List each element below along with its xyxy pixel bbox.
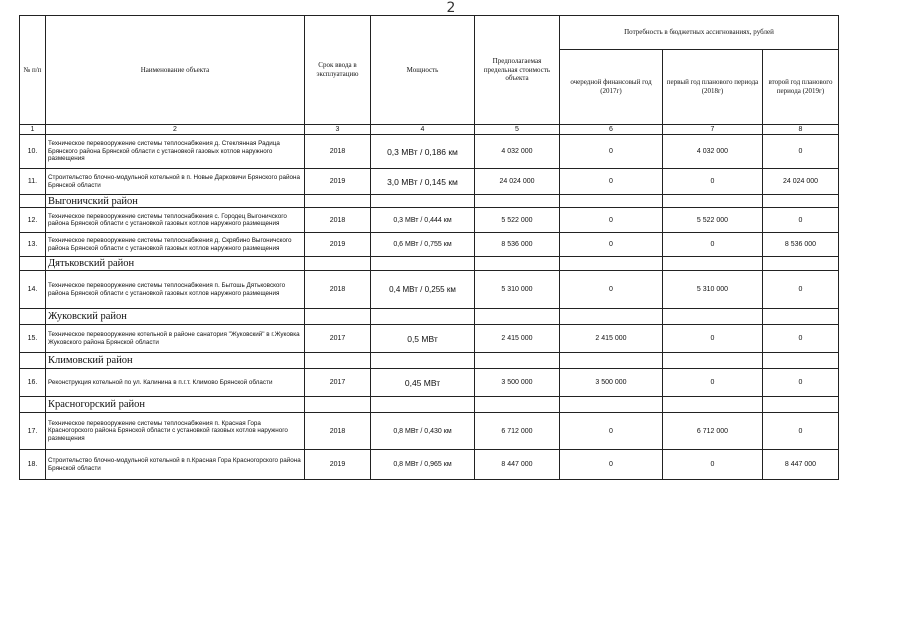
capacity: 0,5 МВт <box>371 325 475 353</box>
commission-year: 2017 <box>305 369 371 397</box>
table-header <box>20 16 839 135</box>
budget-2019: 0 <box>763 271 839 309</box>
commission-year: 2018 <box>305 413 371 450</box>
table-row <box>20 369 839 397</box>
row-number: 17. <box>20 413 46 450</box>
object-name: Техническое перевооружение системы теплоснабжения п. Бытошь Дятьковского района Брянской области с установкой газовых котлов наружного размещения <box>46 271 305 309</box>
budget-2019: 8 536 000 <box>763 233 839 257</box>
object-name: Техническое перевооружение системы теплоснабжения п. Красная Гора Красногорского района Брянской области с установкой газовых котлов наружного размещения <box>46 413 305 450</box>
budget-2019: 0 <box>763 135 839 169</box>
object-name: Техническое перевооружение системы теплоснабжения д. Скрябино Выгоничского района Брянской области с установкой газовых котлов наружного размещения <box>46 233 305 257</box>
budget-2017: 0 <box>560 135 663 169</box>
district-name: Красногорский район <box>46 397 305 413</box>
column-number: 6 <box>560 125 663 135</box>
table-row <box>20 325 839 353</box>
header-num: № п/п <box>20 16 46 125</box>
estimated-cost: 5 310 000 <box>475 271 560 309</box>
estimated-cost: 8 447 000 <box>475 450 560 480</box>
budget-2017: 0 <box>560 208 663 233</box>
estimated-cost: 4 032 000 <box>475 135 560 169</box>
object-name: Техническое перевооружение системы теплоснабжения с. Городец Выгоничского района Брянской области с установкой газовых котлов наружного размещения <box>46 208 305 233</box>
estimated-cost: 6 712 000 <box>475 413 560 450</box>
column-numbers-row <box>20 125 839 135</box>
row-number: 10. <box>20 135 46 169</box>
capacity: 0,8 МВт / 0,965 км <box>371 450 475 480</box>
budget-2019: 8 447 000 <box>763 450 839 480</box>
row-number: 13. <box>20 233 46 257</box>
row-number: 15. <box>20 325 46 353</box>
estimated-cost: 3 500 000 <box>475 369 560 397</box>
row-number: 11. <box>20 169 46 195</box>
estimated-cost: 24 024 000 <box>475 169 560 195</box>
column-number: 5 <box>475 125 560 135</box>
column-number: 1 <box>20 125 46 135</box>
capacity: 3,0 МВт / 0,145 км <box>371 169 475 195</box>
table-row <box>20 169 839 195</box>
budget-2018: 5 522 000 <box>663 208 763 233</box>
estimated-cost: 2 415 000 <box>475 325 560 353</box>
column-number: 4 <box>371 125 475 135</box>
capacity: 0,6 МВт / 0,755 км <box>371 233 475 257</box>
commission-year: 2017 <box>305 325 371 353</box>
header-cost: Предполагаемая предельная стоимость объекта <box>475 16 560 125</box>
budget-2019: 0 <box>763 208 839 233</box>
district-name: Жуковский район <box>46 309 305 325</box>
header-power: Мощность <box>371 16 475 125</box>
table-row <box>20 135 839 169</box>
budget-2017: 0 <box>560 413 663 450</box>
column-number: 7 <box>663 125 763 135</box>
estimated-cost: 8 536 000 <box>475 233 560 257</box>
capacity: 0,3 МВт / 0,444 км <box>371 208 475 233</box>
commission-year: 2018 <box>305 135 371 169</box>
object-name: Техническое перевооружение котельной в районе санатория "Жуковский" в г.Жуковка Жуковского района Брянской области <box>46 325 305 353</box>
budget-2018: 0 <box>663 325 763 353</box>
budget-2017: 0 <box>560 233 663 257</box>
budget-2017: 0 <box>560 450 663 480</box>
commission-year: 2018 <box>305 271 371 309</box>
object-name: Реконструкция котельной по ул. Калинина в п.г.т. Климово Брянской области <box>46 369 305 397</box>
header-name: Наименование объекта <box>46 16 305 125</box>
row-number: 16. <box>20 369 46 397</box>
budget-2017: 2 415 000 <box>560 325 663 353</box>
district-row <box>20 257 839 271</box>
commission-year: 2019 <box>305 233 371 257</box>
object-name: Строительство блочно-модульной котельной в п.Красная Гора Красногорского района Брянской области <box>46 450 305 480</box>
table-row <box>20 450 839 480</box>
district-row <box>20 309 839 325</box>
header-year-2017: очередной финансовый год (2017г) <box>560 50 663 125</box>
district-row <box>20 353 839 369</box>
budget-2018: 5 310 000 <box>663 271 763 309</box>
budget-2018: 0 <box>663 169 763 195</box>
district-name: Выгоничский район <box>46 195 305 208</box>
row-number: 12. <box>20 208 46 233</box>
budget-2018: 0 <box>663 450 763 480</box>
table-row <box>20 208 839 233</box>
capacity: 0,45 МВт <box>371 369 475 397</box>
district-row <box>20 397 839 413</box>
column-number: 3 <box>305 125 371 135</box>
budget-2017: 0 <box>560 271 663 309</box>
column-number: 8 <box>763 125 839 135</box>
district-name: Дятьковский район <box>46 257 305 271</box>
district-name: Климовский район <box>46 353 305 369</box>
header-year-2019: второй год планового периода (2019г) <box>763 50 839 125</box>
object-name: Техническое перевооружение системы теплоснабжения д. Стеклянная Радица Брянского района Брянской области с установкой газовых котлов наружного размещения <box>46 135 305 169</box>
header-term: Срок ввода в эксплуатацию <box>305 16 371 125</box>
commission-year: 2019 <box>305 169 371 195</box>
budget-2018: 0 <box>663 233 763 257</box>
budget-2019: 24 024 000 <box>763 169 839 195</box>
budget-2017: 3 500 000 <box>560 369 663 397</box>
district-row <box>20 195 839 208</box>
budget-2018: 0 <box>663 369 763 397</box>
column-number: 2 <box>46 125 305 135</box>
capacity: 0,4 МВт / 0,255 км <box>371 271 475 309</box>
budget-table <box>19 15 839 480</box>
table-row <box>20 233 839 257</box>
commission-year: 2018 <box>305 208 371 233</box>
budget-2018: 4 032 000 <box>663 135 763 169</box>
page-number: 2 <box>446 0 456 16</box>
capacity: 0,8 МВт / 0,430 км <box>371 413 475 450</box>
budget-2019: 0 <box>763 413 839 450</box>
budget-2019: 0 <box>763 369 839 397</box>
row-number: 14. <box>20 271 46 309</box>
budget-2019: 0 <box>763 325 839 353</box>
header-needs: Потребность в бюджетных ассигнованиях, рублей <box>560 16 839 50</box>
row-number: 18. <box>20 450 46 480</box>
budget-2018: 6 712 000 <box>663 413 763 450</box>
commission-year: 2019 <box>305 450 371 480</box>
table-row <box>20 413 839 450</box>
capacity: 0,3 МВт / 0,186 км <box>371 135 475 169</box>
object-name: Строительство блочно-модульной котельной в п. Новые Дарковичи Брянского района Брянской области <box>46 169 305 195</box>
table-row <box>20 271 839 309</box>
estimated-cost: 5 522 000 <box>475 208 560 233</box>
budget-2017: 0 <box>560 169 663 195</box>
header-year-2018: первый год планового периода (2018г) <box>663 50 763 125</box>
table-body <box>20 135 839 480</box>
